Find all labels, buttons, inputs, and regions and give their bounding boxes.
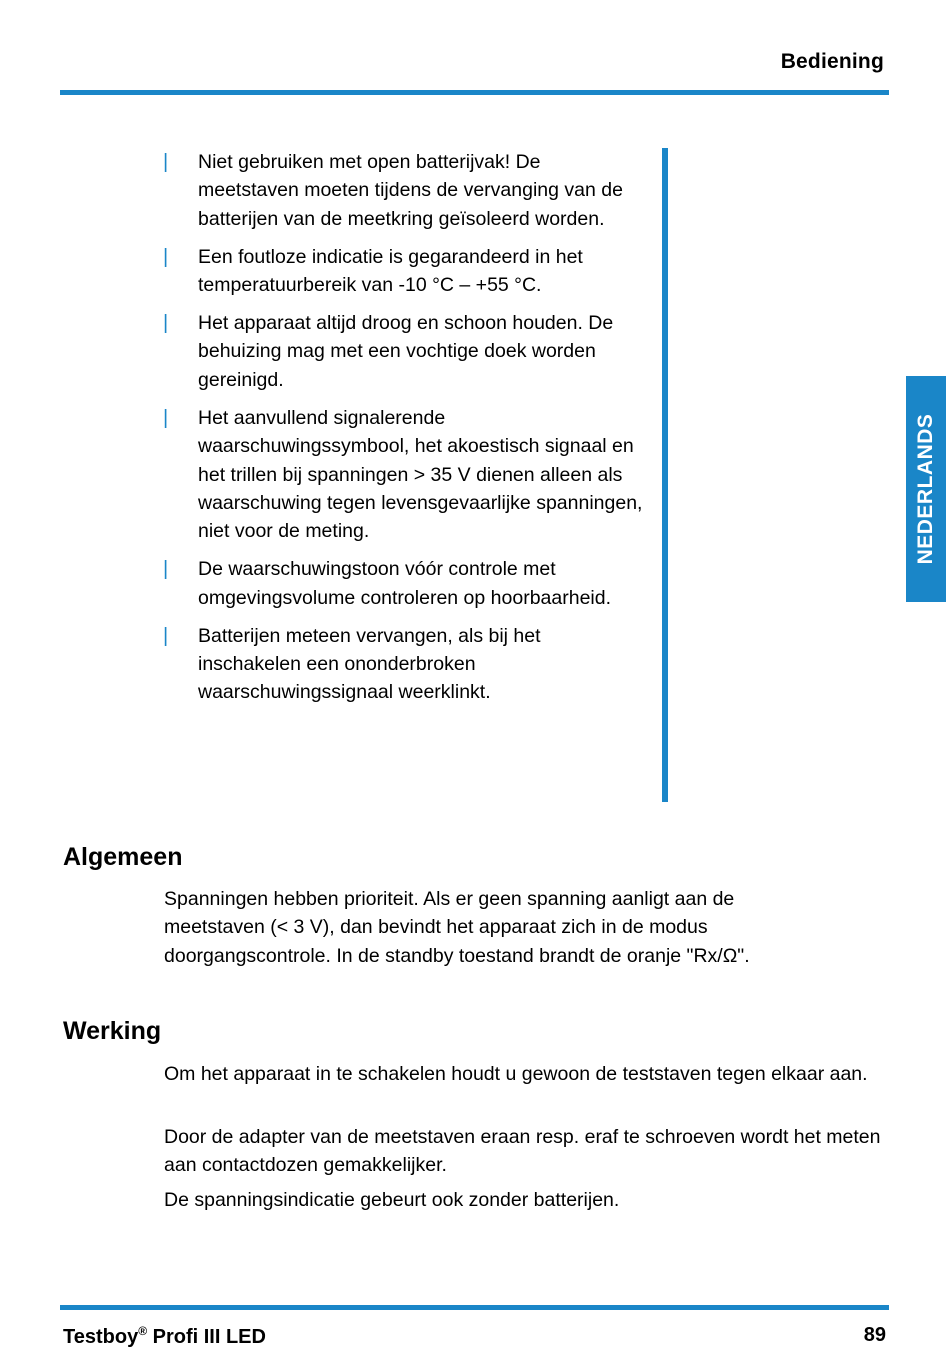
warning-list [163, 148, 643, 716]
bullet-marker: | [163, 312, 169, 335]
bullet-marker: | [163, 624, 169, 647]
bullet-marker: | [163, 245, 169, 268]
section-heading-algemeen: Algemeen [63, 843, 183, 871]
footer-model: Profi III LED [147, 1326, 266, 1348]
warning-text: Een foutloze indicatie is gegarandeerd in het temperatuurbereik van -10 °C – +55 °C. [198, 245, 583, 297]
header-rule [60, 90, 889, 95]
footer-product-name [63, 1324, 266, 1349]
warning-text: Het aanvullend signalerende waarschuwingssymbool, het akoestisch signaal en het trillen bij spanningen > 35 V dienen alleen als waarschuwing tegen levensgevaarlijke spanningen, niet voor de meting. [198, 406, 643, 543]
algemeen-paragraph: Spanningen hebben prioriteit. Als er geen spanning aanligt aan de meetstaven (< 3 V), dan bevindt het apparaat zich in de modus doorgangscontrole. In de standby toestand brandt de oranje "Rx/Ω". [164, 888, 750, 967]
language-tab-label: NEDERLANDS [914, 413, 937, 565]
footer-brand: Testboy [63, 1326, 139, 1348]
language-tab [906, 376, 946, 602]
warning-text: De waarschuwingstoon vóór controle met omgevingsvolume controleren op hoorbaarheid. [198, 558, 612, 609]
section-heading-werking: Werking [63, 1017, 162, 1045]
warning-text: Batterijen meteen vervangen, als bij het inschakelen een ononderbroken waarschuwingssignaal weerklinkt. [198, 624, 541, 704]
list-item [163, 309, 643, 394]
warning-text: Het apparaat altijd droog en schoon houden. De behuizing mag met een vochtige doek worden gereinigd. [198, 312, 614, 391]
werking-paragraph: Door de adapter van de meetstaven eraan resp. eraf te schroeven wordt het meten aan contactdozen gemakkelijker. [164, 1126, 881, 1177]
bullet-marker: | [163, 151, 169, 173]
warning-side-bar [662, 148, 668, 802]
werking-paragraph: De spanningsindicatie gebeurt ook zonder batterijen. [164, 1189, 620, 1211]
page-number: 89 [863, 1324, 886, 1346]
warning-text: Niet gebruiken met open batterijvak! De meetstaven moeten tijdens de vervanging van de batterijen van de meetkring geïsoleerd worden. [198, 151, 623, 230]
bullet-marker: | [163, 406, 169, 429]
werking-paragraph: Om het apparaat in te schakelen houdt u gewoon de teststaven tegen elkaar aan. [164, 1063, 868, 1085]
footer-rule [60, 1305, 889, 1310]
list-item [163, 555, 643, 612]
list-item [163, 243, 643, 300]
registered-mark: ® [138, 1324, 148, 1338]
list-item [163, 148, 643, 233]
bullet-marker: | [163, 558, 169, 581]
list-item [163, 622, 643, 707]
page-header-title: Bediening [780, 50, 884, 73]
list-item [163, 404, 643, 546]
